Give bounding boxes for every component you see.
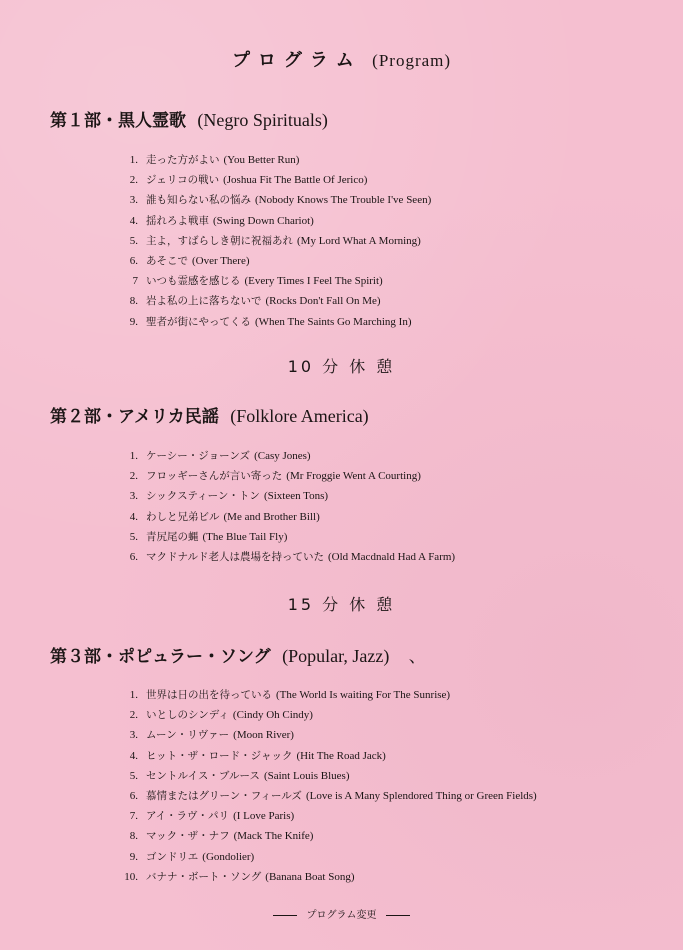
song-item <box>108 507 455 527</box>
song-item <box>108 826 537 846</box>
song-title-en: (I Love Paris) <box>233 810 295 823</box>
song-item <box>108 446 455 466</box>
song-item <box>108 725 537 745</box>
song-list-part-1 <box>108 150 431 332</box>
song-number: 6. <box>129 254 138 267</box>
page-title <box>0 46 683 72</box>
song-item <box>108 211 431 231</box>
song-title-en: (Joshua Fit The Battle Of Jerico) <box>223 174 368 187</box>
song-title-jp: バナナ・ボート・ソング <box>146 870 262 883</box>
section-heading-en: (Folklore America) <box>230 406 369 426</box>
song-title-jp: 聖者が街にやってくる <box>146 315 251 328</box>
song-title-jp: いつも霊感を感じる <box>146 275 241 288</box>
song-number: 3. <box>129 194 138 207</box>
song-number: 10. <box>124 870 138 883</box>
song-number: 7 <box>132 275 138 288</box>
song-number: 6. <box>129 789 138 802</box>
song-item <box>108 466 455 486</box>
song-title-jp: ゴンドリエ <box>146 850 199 863</box>
song-item <box>108 251 431 271</box>
song-title-jp: 誰も知らない私の悩み <box>146 194 251 207</box>
song-number: 5. <box>129 769 138 782</box>
song-title-en: (The Blue Tail Fly) <box>202 530 288 543</box>
footer-rule-right <box>386 915 410 916</box>
song-number: 6. <box>129 550 138 563</box>
song-title-en: (Cindy Oh Cindy) <box>232 709 313 722</box>
song-title-jp: マック・ザ・ナフ <box>146 830 230 843</box>
song-number: 5. <box>129 530 138 543</box>
song-number: 3. <box>129 729 138 742</box>
song-title-jp: アイ・ラヴ・パリ <box>146 810 230 823</box>
song-title-jp: ヒット・ザ・ロード・ジャック <box>146 749 293 762</box>
section-heading-part-3 <box>50 642 426 667</box>
section-heading-mark: 、 <box>408 647 426 666</box>
section-heading-jp: 第２部・アメリカ民謡 <box>50 407 219 427</box>
song-title-jp: 岩よ私の上に落ちないで <box>146 295 262 308</box>
song-title-jp: 走った方がよい <box>146 154 220 166</box>
song-number: 9. <box>129 315 138 328</box>
song-title-en: (Banana Boat Song) <box>265 870 355 883</box>
song-title-jp: 主よ，すばらしき朝に祝福あれ <box>146 234 293 247</box>
song-title-en: (Sixteen Tons) <box>263 490 329 503</box>
song-number: 4. <box>129 214 138 227</box>
song-title-jp: ケーシー・ジョーンズ <box>146 450 251 462</box>
song-item <box>108 766 537 786</box>
section-heading-en: (Popular, Jazz) <box>282 646 390 666</box>
song-title-en: (When The Saints Go Marching In) <box>255 315 412 328</box>
song-item <box>108 685 537 705</box>
song-list-part-3 <box>108 685 537 887</box>
song-item <box>108 806 537 826</box>
song-item <box>108 150 431 170</box>
song-title-jp: ジェリコの戦い <box>146 174 220 187</box>
song-number: 8. <box>129 295 138 308</box>
song-title-en: (My Lord What A Morning) <box>297 234 421 247</box>
song-number: 8. <box>129 830 138 843</box>
song-title-en: (Old Macdnald Had A Farm) <box>327 550 456 563</box>
intermission-10: 10 分 休 憩 <box>287 357 396 376</box>
song-number: 4. <box>129 749 138 762</box>
song-item <box>108 786 537 806</box>
song-title-en: (Moon River) <box>233 729 294 742</box>
song-item <box>108 705 537 725</box>
song-title-jp: セントルイス・ブルース <box>146 769 260 782</box>
song-item <box>108 486 455 506</box>
intermission-15: 15 分 休 憩 <box>287 595 396 614</box>
song-title-jp: あそこで <box>146 254 188 267</box>
song-title-jp: 揺れろよ戦車 <box>146 214 209 227</box>
song-title-jp: 世界は日の出を待っている <box>146 689 272 701</box>
song-title-jp: いとしのシンディ <box>146 709 229 722</box>
song-number: 1. <box>129 154 138 166</box>
song-item <box>108 847 537 867</box>
title-english: (Program) <box>372 51 452 70</box>
song-item <box>108 190 431 210</box>
song-item <box>108 746 537 766</box>
section-heading-jp: 第１部・黒人霊歌 <box>50 111 186 131</box>
song-number: 5. <box>129 234 138 247</box>
song-number: 2. <box>129 174 138 187</box>
section-heading-part-2 <box>50 402 369 427</box>
song-title-en: (Gondolier) <box>202 850 255 863</box>
song-number: 2. <box>129 709 138 722</box>
section-heading-en: (Negro Spirituals) <box>197 110 328 130</box>
song-item <box>108 291 431 311</box>
section-heading-part-1 <box>50 106 328 131</box>
song-title-en: (Rocks Don't Fall On Me) <box>265 295 381 308</box>
song-item <box>108 547 455 567</box>
song-title-en: (The World Is waiting For The Sunrise) <box>276 689 451 701</box>
song-title-jp: わしと兄弟ビル <box>146 510 220 523</box>
song-number: 1. <box>129 450 138 462</box>
song-item <box>108 271 431 291</box>
song-item <box>108 312 431 332</box>
song-list-part-2 <box>108 446 455 567</box>
song-title-en: (You Better Run) <box>223 154 300 166</box>
song-item <box>108 527 455 547</box>
song-title-en: (Casy Jones) <box>254 450 311 462</box>
song-title-jp: マクドナルド老人は農場を持っていた <box>146 550 324 563</box>
title-japanese: プログラム <box>231 50 362 71</box>
song-number: 9. <box>129 850 138 863</box>
song-title-jp: 青尻尾の蝿 <box>146 530 199 543</box>
song-number: 3. <box>129 490 138 503</box>
song-item <box>108 231 431 251</box>
song-title-jp: 慕情またはグリーン・フィールズ <box>146 789 302 802</box>
song-title-en: (Over There) <box>192 254 250 267</box>
song-number: 2. <box>129 470 138 483</box>
song-title-en: (Love is A Many Splendored Thing or Green Fields) <box>305 789 537 802</box>
song-title-en: (Every Times I Feel The Spirit) <box>244 275 383 288</box>
song-title-en: (Me and Brother Bill) <box>223 510 320 523</box>
song-number: 1. <box>129 689 138 701</box>
song-title-en: (Nobody Knows The Trouble I've Seen) <box>255 194 432 207</box>
song-title-en: (Swing Down Chariot) <box>213 214 314 227</box>
song-item <box>108 170 431 190</box>
footer-rule-left <box>273 915 297 916</box>
footer-text: プログラム変更 <box>306 910 377 921</box>
song-number: 4. <box>129 510 138 523</box>
song-title-en: (Mack The Knife) <box>233 830 314 843</box>
section-heading-jp: 第３部・ポピュラー・ソング <box>50 647 271 667</box>
song-title-en: (Saint Louis Blues) <box>263 769 350 782</box>
song-title-jp: フロッギーさんが言い寄った <box>146 470 283 483</box>
song-title-en: (Mr Froggie Went A Courting) <box>286 470 421 483</box>
song-title-jp: ムーン・リヴァー <box>146 729 230 742</box>
program-change-note <box>0 906 683 921</box>
song-number: 7. <box>129 810 138 823</box>
song-item <box>108 867 537 887</box>
song-title-jp: シックスティーン・トン <box>146 490 260 503</box>
song-title-en: (Hit The Road Jack) <box>296 749 386 762</box>
